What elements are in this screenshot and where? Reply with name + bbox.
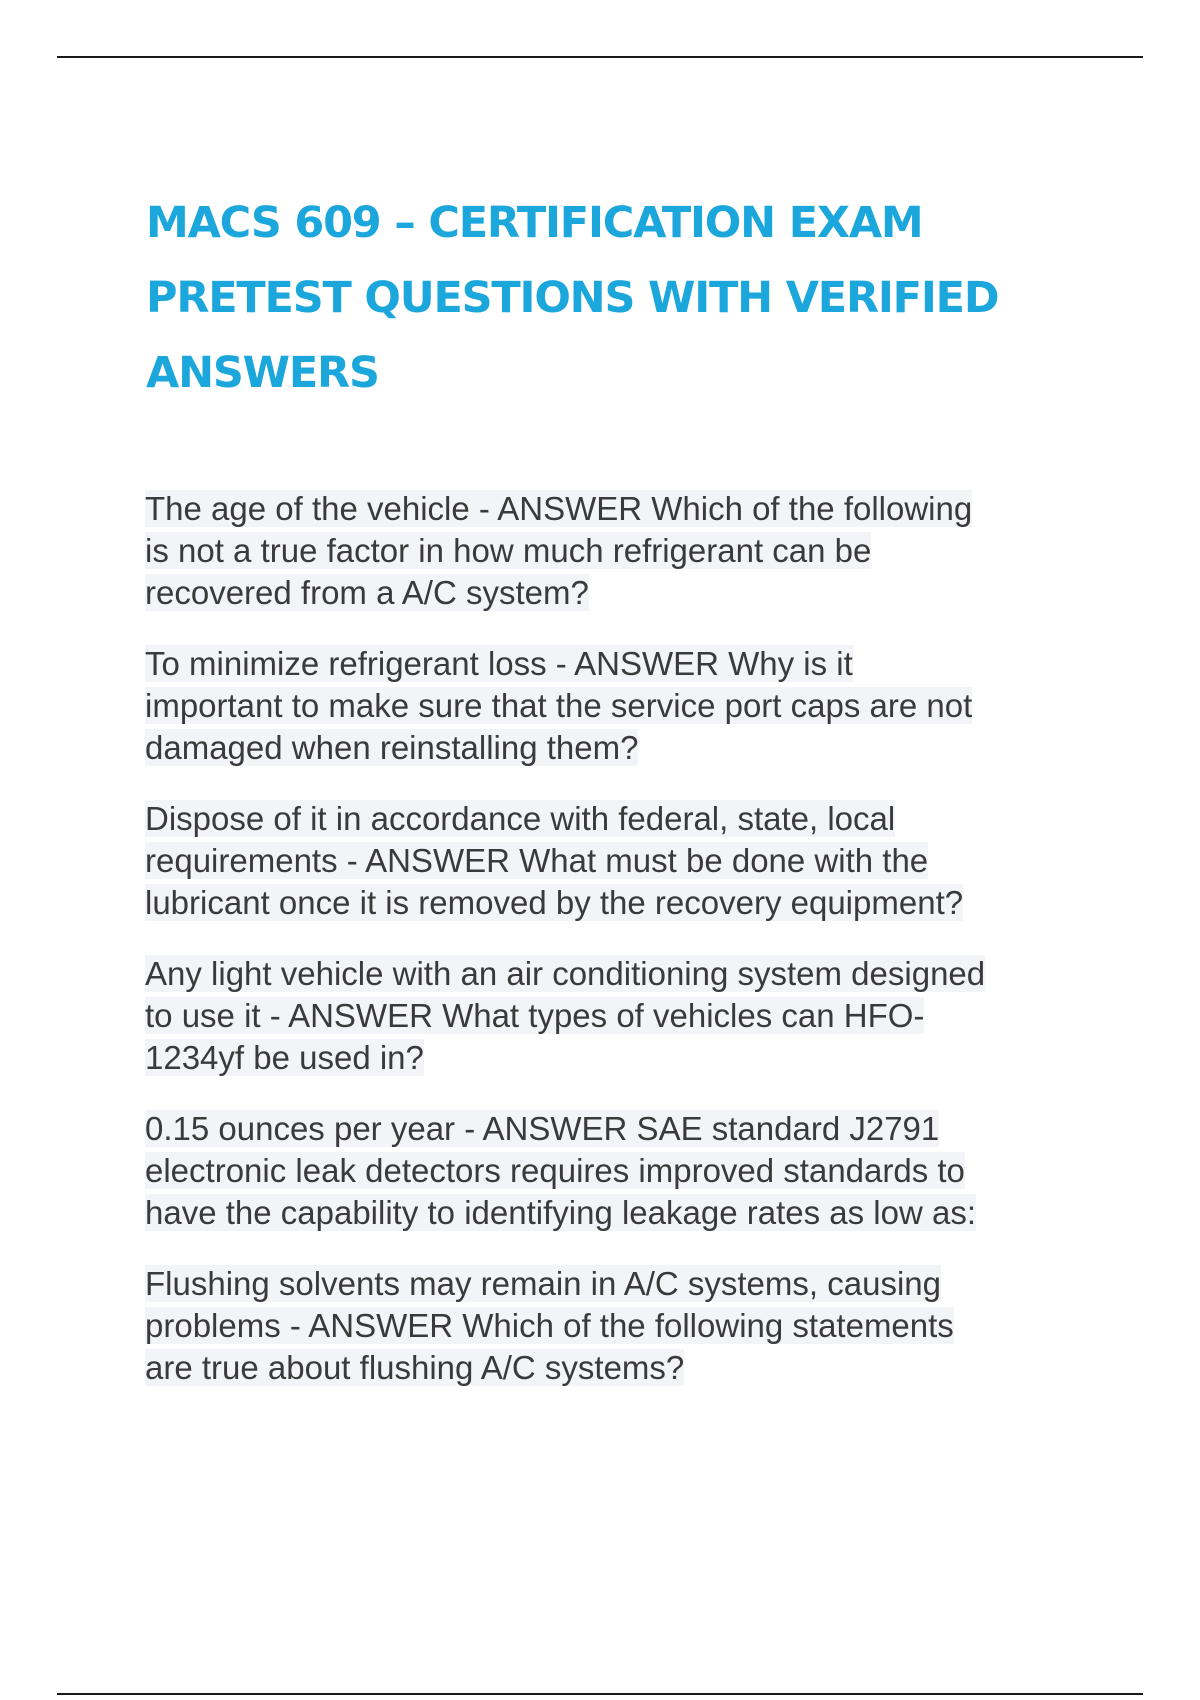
qa-line: Dispose of it in accordance with federal, state, local — [145, 800, 896, 837]
qa-list — [145, 488, 1085, 1418]
qa-item — [145, 798, 1085, 924]
qa-line: recovered from a A/C system? — [145, 574, 589, 611]
qa-item — [145, 488, 1085, 614]
qa-line: 1234yf be used in? — [145, 1039, 424, 1076]
bottom-rule — [57, 1693, 1143, 1695]
qa-line: The age of the vehicle - ANSWER Which of the following — [145, 490, 973, 527]
top-rule — [57, 56, 1143, 58]
qa-item — [145, 953, 1085, 1079]
qa-item — [145, 1263, 1085, 1389]
qa-line: To minimize refrigerant loss - ANSWER Why is it — [145, 645, 853, 682]
qa-line: 0.15 ounces per year - ANSWER SAE standard J2791 — [145, 1110, 940, 1147]
qa-item — [145, 643, 1085, 769]
qa-line: to use it - ANSWER What types of vehicles can HFO- — [145, 997, 925, 1034]
title-line: ANSWERS — [146, 348, 379, 398]
qa-line: Flushing solvents may remain in A/C systems, causing — [145, 1265, 941, 1302]
qa-line: lubricant once it is removed by the recovery equipment? — [145, 884, 964, 921]
document-title — [146, 186, 1066, 411]
qa-line: are true about flushing A/C systems? — [145, 1349, 685, 1386]
qa-line: requirements - ANSWER What must be done with the — [145, 842, 929, 879]
title-line: PRETEST QUESTIONS WITH VERIFIED — [146, 273, 999, 323]
qa-item — [145, 1108, 1085, 1234]
title-line: MACS 609 – CERTIFICATION EXAM — [146, 198, 923, 248]
qa-line: important to make sure that the service port caps are not — [145, 687, 973, 724]
qa-line: have the capability to identifying leakage rates as low as: — [145, 1194, 976, 1231]
qa-line: damaged when reinstalling them? — [145, 729, 639, 766]
qa-line: problems - ANSWER Which of the following statements — [145, 1307, 954, 1344]
qa-line: is not a true factor in how much refrigerant can be — [145, 532, 872, 569]
qa-line: Any light vehicle with an air conditioning system designed — [145, 955, 986, 992]
qa-line: electronic leak detectors requires improved standards to — [145, 1152, 965, 1189]
